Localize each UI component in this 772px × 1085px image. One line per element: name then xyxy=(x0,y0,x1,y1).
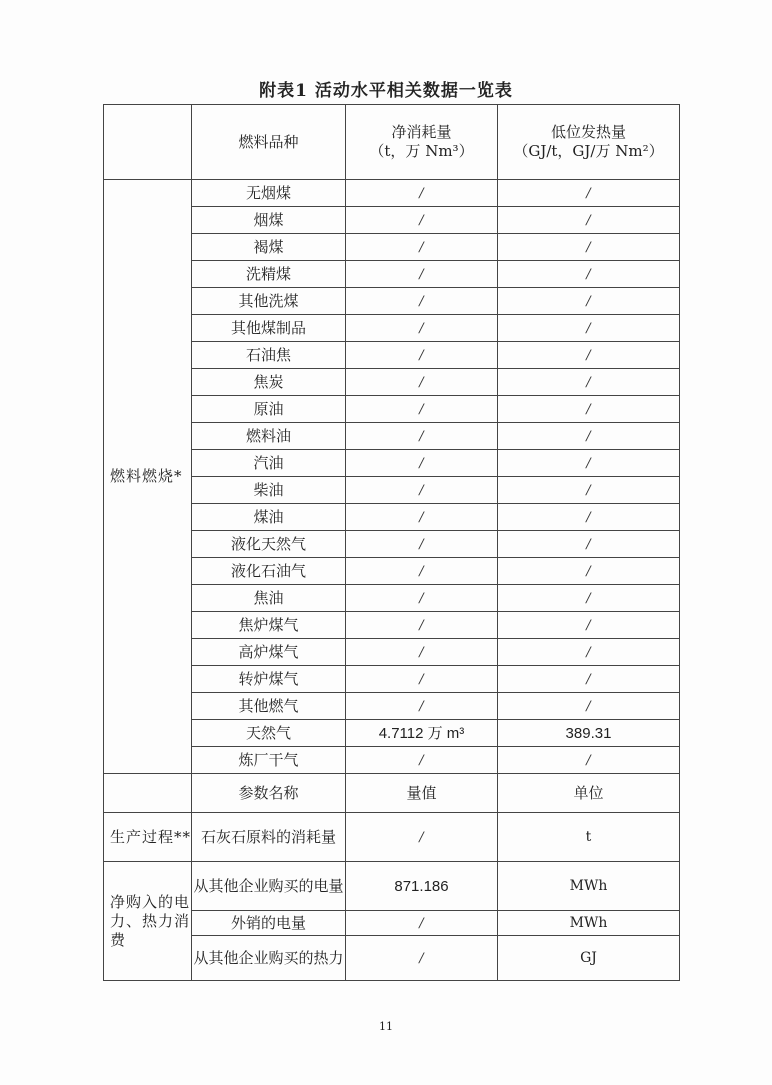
fuel-name: 柴油 xyxy=(192,477,346,504)
param-header-name: 参数名称 xyxy=(192,774,346,813)
fuel-consumption: / xyxy=(346,477,498,504)
fuel-consumption: / xyxy=(346,180,498,207)
header-heat-value xyxy=(498,105,680,180)
fuel-consumption: / xyxy=(346,585,498,612)
fuel-heat-value: / xyxy=(498,234,680,261)
production-label: 生产过程** xyxy=(104,813,192,862)
fuel-consumption: / xyxy=(346,450,498,477)
fuel-heat-value: / xyxy=(498,693,680,720)
fuel-consumption: / xyxy=(346,234,498,261)
purchase-param-name: 从其他企业购买的热力 xyxy=(192,936,346,981)
page-title: 附表1 活动水平相关数据一览表 xyxy=(259,81,513,101)
purchase-value: / xyxy=(346,911,498,936)
fuel-consumption: / xyxy=(346,504,498,531)
fuel-consumption: / xyxy=(346,666,498,693)
fuel-row xyxy=(104,180,680,207)
fuel-heat-value: / xyxy=(498,261,680,288)
fuel-name: 焦油 xyxy=(192,585,346,612)
header-heat-value-line1: 低位发热量 xyxy=(550,123,626,141)
production-value: / xyxy=(346,813,498,862)
fuel-heat-value: 389.31 xyxy=(498,720,680,747)
fuel-consumption: / xyxy=(346,315,498,342)
fuel-consumption: / xyxy=(346,612,498,639)
fuel-consumption: 4.7112 万 m³ xyxy=(346,720,498,747)
fuel-heat-value: / xyxy=(498,747,680,774)
fuel-name: 汽油 xyxy=(192,450,346,477)
fuel-name: 烟煤 xyxy=(192,207,346,234)
purchase-value: / xyxy=(346,936,498,981)
fuel-name: 其他洗煤 xyxy=(192,288,346,315)
fuel-consumption: / xyxy=(346,693,498,720)
purchase-row xyxy=(104,862,680,911)
fuel-consumption: / xyxy=(346,396,498,423)
fuel-name: 原油 xyxy=(192,396,346,423)
header-fuel-type: 燃料品种 xyxy=(192,105,346,180)
fuel-name: 焦炉煤气 xyxy=(192,612,346,639)
fuel-heat-value: / xyxy=(498,612,680,639)
production-unit: t xyxy=(498,813,680,862)
fuel-name: 炼厂干气 xyxy=(192,747,346,774)
fuel-consumption: / xyxy=(346,207,498,234)
fuel-heat-value: / xyxy=(498,585,680,612)
fuel-name: 煤油 xyxy=(192,504,346,531)
fuel-consumption: / xyxy=(346,558,498,585)
fuel-name: 其他煤制品 xyxy=(192,315,346,342)
fuel-name: 天然气 xyxy=(192,720,346,747)
fuel-heat-value: / xyxy=(498,207,680,234)
fuel-heat-value: / xyxy=(498,315,680,342)
header-corner-cell xyxy=(104,105,192,180)
fuel-heat-value: / xyxy=(498,639,680,666)
param-header-empty xyxy=(104,774,192,813)
fuel-heat-value: / xyxy=(498,477,680,504)
fuel-heat-value: / xyxy=(498,450,680,477)
fuel-heat-value: / xyxy=(498,342,680,369)
fuel-heat-value: / xyxy=(498,180,680,207)
fuel-heat-value: / xyxy=(498,504,680,531)
header-consumption-line2: （t，万 Nm³） xyxy=(369,142,474,160)
param-header-value: 量值 xyxy=(346,774,498,813)
fuel-heat-value: / xyxy=(498,558,680,585)
fuel-heat-value: / xyxy=(498,369,680,396)
page-number: 11 xyxy=(379,1020,393,1033)
purchase-param-name: 外销的电量 xyxy=(192,911,346,936)
fuel-name: 转炉煤气 xyxy=(192,666,346,693)
fuel-heat-value: / xyxy=(498,531,680,558)
fuel-name: 石油焦 xyxy=(192,342,346,369)
purchase-unit: MWh xyxy=(498,911,680,936)
fuel-name: 高炉煤气 xyxy=(192,639,346,666)
purchase-unit: MWh xyxy=(498,862,680,911)
fuel-consumption: / xyxy=(346,639,498,666)
fuel-consumption: / xyxy=(346,342,498,369)
purchase-unit: GJ xyxy=(498,936,680,981)
fuel-name: 液化天然气 xyxy=(192,531,346,558)
param-header-unit: 单位 xyxy=(498,774,680,813)
production-param-name: 石灰石原料的消耗量 xyxy=(192,813,346,862)
fuel-name: 褐煤 xyxy=(192,234,346,261)
purchase-label: 净购入的电力、热力消费 xyxy=(104,862,192,981)
fuel-consumption: / xyxy=(346,261,498,288)
fuel-name: 液化石油气 xyxy=(192,558,346,585)
fuel-name: 燃料油 xyxy=(192,423,346,450)
purchase-value: 871.186 xyxy=(346,862,498,911)
header-consumption xyxy=(346,105,498,180)
fuel-consumption: / xyxy=(346,531,498,558)
fuel-heat-value: / xyxy=(498,666,680,693)
header-consumption-line1: 净消耗量 xyxy=(391,123,452,141)
fuel-heat-value: / xyxy=(498,396,680,423)
activity-data-table xyxy=(103,104,680,981)
fuel-heat-value: / xyxy=(498,423,680,450)
fuel-name: 其他燃气 xyxy=(192,693,346,720)
fuel-section-label: 燃料燃烧* xyxy=(104,180,192,774)
fuel-name: 无烟煤 xyxy=(192,180,346,207)
table-header-row xyxy=(104,105,680,180)
header-heat-value-line2: （GJ/t，GJ/万 Nm²） xyxy=(513,142,664,160)
fuel-consumption: / xyxy=(346,288,498,315)
fuel-consumption: / xyxy=(346,747,498,774)
fuel-consumption: / xyxy=(346,423,498,450)
fuel-name: 洗精煤 xyxy=(192,261,346,288)
param-header-row xyxy=(104,774,680,813)
purchase-param-name: 从其他企业购买的电量 xyxy=(192,862,346,911)
production-row xyxy=(104,813,680,862)
fuel-name: 焦炭 xyxy=(192,369,346,396)
fuel-consumption: / xyxy=(346,369,498,396)
fuel-heat-value: / xyxy=(498,288,680,315)
